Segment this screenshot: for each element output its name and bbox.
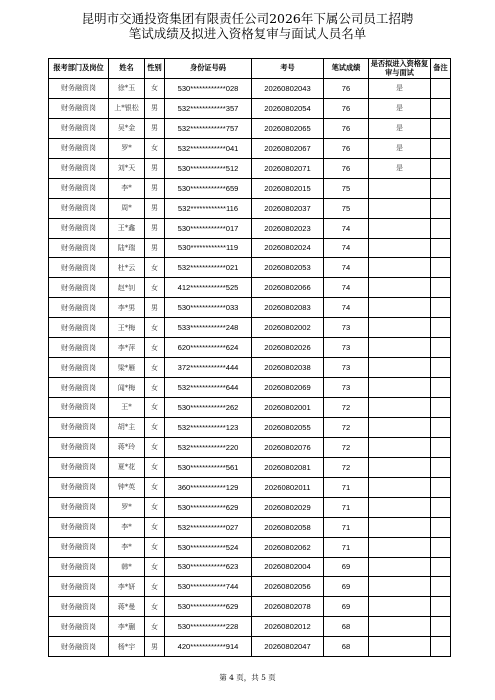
cell-id-number: 532************021 bbox=[165, 258, 252, 278]
cell-name: 李* bbox=[109, 517, 145, 537]
cell-name: 蒋*玲 bbox=[109, 437, 145, 457]
cell-advance bbox=[369, 338, 431, 358]
table-row bbox=[49, 98, 451, 118]
cell-score: 72 bbox=[324, 417, 369, 437]
cell-remarks bbox=[431, 477, 451, 497]
cell-remarks bbox=[431, 597, 451, 617]
table-row bbox=[49, 218, 451, 238]
cell-gender: 男 bbox=[145, 98, 165, 118]
cell-advance: 是 bbox=[369, 118, 431, 138]
cell-name: 蒋*曼 bbox=[109, 597, 145, 617]
cell-advance bbox=[369, 198, 431, 218]
cell-exam-number: 20260802058 bbox=[252, 517, 324, 537]
cell-advance bbox=[369, 318, 431, 338]
cell-exam-number: 20260802054 bbox=[252, 98, 324, 118]
cell-advance bbox=[369, 497, 431, 517]
cell-exam-number: 20260802053 bbox=[252, 258, 324, 278]
cell-department: 财务融资岗 bbox=[49, 437, 109, 457]
cell-department: 财务融资岗 bbox=[49, 617, 109, 637]
header-advance: 是否拟进入资格复审与面试 bbox=[369, 59, 431, 79]
cell-id-number: 532************220 bbox=[165, 437, 252, 457]
cell-gender: 女 bbox=[145, 398, 165, 418]
cell-advance bbox=[369, 378, 431, 398]
cell-exam-number: 20260802065 bbox=[252, 118, 324, 138]
cell-score: 69 bbox=[324, 597, 369, 617]
cell-remarks bbox=[431, 537, 451, 557]
cell-gender: 女 bbox=[145, 477, 165, 497]
cell-advance bbox=[369, 617, 431, 637]
cell-score: 72 bbox=[324, 398, 369, 418]
page-footer: 第 4 页，共 5 页 bbox=[219, 673, 276, 682]
cell-remarks bbox=[431, 358, 451, 378]
cell-department: 财务融资岗 bbox=[49, 198, 109, 218]
cell-remarks bbox=[431, 158, 451, 178]
cell-gender: 女 bbox=[145, 457, 165, 477]
cell-gender: 女 bbox=[145, 557, 165, 577]
document-subtitle: 笔试成绩及拟进入资格复审与面试人员名单 bbox=[128, 26, 367, 41]
cell-name: 梁*雁 bbox=[109, 358, 145, 378]
cell-remarks bbox=[431, 497, 451, 517]
cell-gender: 女 bbox=[145, 617, 165, 637]
cell-advance bbox=[369, 537, 431, 557]
cell-advance: 是 bbox=[369, 138, 431, 158]
cell-name: 王*鑫 bbox=[109, 218, 145, 238]
cell-remarks bbox=[431, 378, 451, 398]
cell-gender: 女 bbox=[145, 517, 165, 537]
cell-score: 69 bbox=[324, 557, 369, 577]
cell-id-number: 532************123 bbox=[165, 417, 252, 437]
cell-remarks bbox=[431, 298, 451, 318]
cell-name: 罗* bbox=[109, 138, 145, 158]
table-row bbox=[49, 617, 451, 637]
cell-name: 赵*钊 bbox=[109, 278, 145, 298]
table-header-row bbox=[49, 59, 451, 79]
cell-id-number: 530************744 bbox=[165, 577, 252, 597]
cell-gender: 女 bbox=[145, 338, 165, 358]
cell-advance: 是 bbox=[369, 158, 431, 178]
cell-id-number: 412************525 bbox=[165, 278, 252, 298]
cell-name: 李* bbox=[109, 537, 145, 557]
table-row bbox=[49, 138, 451, 158]
cell-department: 财务融资岗 bbox=[49, 298, 109, 318]
cell-score: 71 bbox=[324, 537, 369, 557]
cell-exam-number: 20260802011 bbox=[252, 477, 324, 497]
cell-department: 财务融资岗 bbox=[49, 358, 109, 378]
table-row bbox=[49, 79, 451, 99]
cell-name: 吴*金 bbox=[109, 118, 145, 138]
cell-remarks bbox=[431, 338, 451, 358]
cell-score: 72 bbox=[324, 437, 369, 457]
header-gender: 性别 bbox=[145, 59, 165, 79]
cell-score: 74 bbox=[324, 258, 369, 278]
cell-id-number: 532************027 bbox=[165, 517, 252, 537]
cell-id-number: 532************644 bbox=[165, 378, 252, 398]
cell-remarks bbox=[431, 557, 451, 577]
cell-exam-number: 20260802071 bbox=[252, 158, 324, 178]
table-row bbox=[49, 417, 451, 437]
cell-advance bbox=[369, 457, 431, 477]
cell-gender: 女 bbox=[145, 497, 165, 517]
cell-score: 68 bbox=[324, 617, 369, 637]
cell-exam-number: 20260802001 bbox=[252, 398, 324, 418]
cell-gender: 女 bbox=[145, 577, 165, 597]
cell-name: 李*妍 bbox=[109, 577, 145, 597]
cell-advance bbox=[369, 417, 431, 437]
cell-score: 71 bbox=[324, 497, 369, 517]
table-row bbox=[49, 338, 451, 358]
table-row bbox=[49, 537, 451, 557]
cell-id-number: 530************629 bbox=[165, 597, 252, 617]
cell-name: 周* bbox=[109, 198, 145, 218]
cell-name: 胡*主 bbox=[109, 417, 145, 437]
cell-name: 李*男 bbox=[109, 298, 145, 318]
cell-department: 财务融资岗 bbox=[49, 178, 109, 198]
cell-gender: 男 bbox=[145, 178, 165, 198]
cell-gender: 男 bbox=[145, 198, 165, 218]
header-remarks: 备注 bbox=[431, 59, 451, 79]
cell-advance bbox=[369, 437, 431, 457]
cell-score: 74 bbox=[324, 218, 369, 238]
cell-advance bbox=[369, 258, 431, 278]
table-row bbox=[49, 437, 451, 457]
cell-name: 陆*瑞 bbox=[109, 238, 145, 258]
cell-advance bbox=[369, 557, 431, 577]
cell-department: 财务融资岗 bbox=[49, 398, 109, 418]
cell-department: 财务融资岗 bbox=[49, 537, 109, 557]
cell-department: 财务融资岗 bbox=[49, 278, 109, 298]
cell-advance bbox=[369, 238, 431, 258]
cell-department: 财务融资岗 bbox=[49, 118, 109, 138]
cell-id-number: 530************659 bbox=[165, 178, 252, 198]
results-table bbox=[48, 58, 451, 657]
cell-department: 财务融资岗 bbox=[49, 457, 109, 477]
cell-gender: 男 bbox=[145, 118, 165, 138]
cell-exam-number: 20260802076 bbox=[252, 437, 324, 457]
cell-exam-number: 20260802069 bbox=[252, 378, 324, 398]
cell-id-number: 530************028 bbox=[165, 79, 252, 99]
cell-exam-number: 20260802004 bbox=[252, 557, 324, 577]
cell-gender: 男 bbox=[145, 158, 165, 178]
cell-department: 财务融资岗 bbox=[49, 218, 109, 238]
cell-remarks bbox=[431, 238, 451, 258]
table-row bbox=[49, 497, 451, 517]
table-row bbox=[49, 158, 451, 178]
table-body bbox=[49, 79, 451, 657]
cell-name: 王* bbox=[109, 398, 145, 418]
cell-score: 73 bbox=[324, 338, 369, 358]
table-row bbox=[49, 118, 451, 138]
cell-score: 76 bbox=[324, 138, 369, 158]
cell-name: 王*梅 bbox=[109, 318, 145, 338]
cell-id-number: 372************444 bbox=[165, 358, 252, 378]
cell-id-number: 530************228 bbox=[165, 617, 252, 637]
table-row bbox=[49, 457, 451, 477]
cell-department: 财务融资岗 bbox=[49, 577, 109, 597]
header-name: 姓名 bbox=[109, 59, 145, 79]
table-row bbox=[49, 517, 451, 537]
cell-remarks bbox=[431, 617, 451, 637]
table-row bbox=[49, 298, 451, 318]
cell-score: 76 bbox=[324, 98, 369, 118]
cell-advance bbox=[369, 517, 431, 537]
cell-advance bbox=[369, 597, 431, 617]
cell-remarks bbox=[431, 398, 451, 418]
cell-exam-number: 20260802043 bbox=[252, 79, 324, 99]
cell-remarks bbox=[431, 278, 451, 298]
cell-id-number: 360************129 bbox=[165, 477, 252, 497]
table-row bbox=[49, 358, 451, 378]
table-row bbox=[49, 198, 451, 218]
cell-gender: 女 bbox=[145, 278, 165, 298]
cell-remarks bbox=[431, 517, 451, 537]
cell-remarks bbox=[431, 98, 451, 118]
cell-score: 74 bbox=[324, 298, 369, 318]
cell-exam-number: 20260802066 bbox=[252, 278, 324, 298]
cell-exam-number: 20260802078 bbox=[252, 597, 324, 617]
cell-name: 李*蒯 bbox=[109, 617, 145, 637]
cell-id-number: 532************116 bbox=[165, 198, 252, 218]
cell-department: 财务融资岗 bbox=[49, 79, 109, 99]
cell-remarks bbox=[431, 318, 451, 338]
cell-exam-number: 20260802083 bbox=[252, 298, 324, 318]
cell-advance bbox=[369, 178, 431, 198]
header-id-number: 身份证号码 bbox=[165, 59, 252, 79]
cell-name: 刘*天 bbox=[109, 158, 145, 178]
cell-exam-number: 20260802056 bbox=[252, 577, 324, 597]
cell-gender: 女 bbox=[145, 318, 165, 338]
cell-exam-number: 20260802023 bbox=[252, 218, 324, 238]
header-department: 报考部门及岗位 bbox=[49, 59, 109, 79]
cell-name: 杨*宇 bbox=[109, 637, 145, 657]
cell-exam-number: 20260802026 bbox=[252, 338, 324, 358]
cell-id-number: 532************041 bbox=[165, 138, 252, 158]
cell-id-number: 532************757 bbox=[165, 118, 252, 138]
cell-name: 李*萍 bbox=[109, 338, 145, 358]
table-row bbox=[49, 477, 451, 497]
cell-score: 74 bbox=[324, 278, 369, 298]
cell-advance bbox=[369, 577, 431, 597]
cell-name: 上*银松 bbox=[109, 98, 145, 118]
cell-department: 财务融资岗 bbox=[49, 517, 109, 537]
cell-gender: 女 bbox=[145, 597, 165, 617]
cell-score: 76 bbox=[324, 79, 369, 99]
cell-department: 财务融资岗 bbox=[49, 258, 109, 278]
cell-id-number: 530************017 bbox=[165, 218, 252, 238]
cell-exam-number: 20260802055 bbox=[252, 417, 324, 437]
cell-advance bbox=[369, 398, 431, 418]
cell-department: 财务融资岗 bbox=[49, 338, 109, 358]
cell-gender: 男 bbox=[145, 238, 165, 258]
cell-name: 罗* bbox=[109, 497, 145, 517]
cell-name: 夏*花 bbox=[109, 457, 145, 477]
cell-exam-number: 20260802081 bbox=[252, 457, 324, 477]
cell-name: 闻*梅 bbox=[109, 378, 145, 398]
cell-name: 钟*英 bbox=[109, 477, 145, 497]
cell-exam-number: 20260802002 bbox=[252, 318, 324, 338]
cell-exam-number: 20260802038 bbox=[252, 358, 324, 378]
cell-remarks bbox=[431, 118, 451, 138]
cell-advance bbox=[369, 278, 431, 298]
cell-exam-number: 20260802062 bbox=[252, 537, 324, 557]
cell-remarks bbox=[431, 258, 451, 278]
cell-department: 财务融资岗 bbox=[49, 497, 109, 517]
cell-remarks bbox=[431, 577, 451, 597]
cell-department: 财务融资岗 bbox=[49, 417, 109, 437]
table-row bbox=[49, 557, 451, 577]
cell-score: 75 bbox=[324, 178, 369, 198]
cell-score: 76 bbox=[324, 158, 369, 178]
cell-id-number: 420************914 bbox=[165, 637, 252, 657]
cell-name: 韩* bbox=[109, 557, 145, 577]
cell-score: 71 bbox=[324, 517, 369, 537]
cell-remarks bbox=[431, 457, 451, 477]
table-row bbox=[49, 238, 451, 258]
cell-gender: 女 bbox=[145, 437, 165, 457]
cell-score: 72 bbox=[324, 457, 369, 477]
cell-remarks bbox=[431, 138, 451, 158]
cell-name: 徐*玉 bbox=[109, 79, 145, 99]
cell-score: 73 bbox=[324, 378, 369, 398]
cell-remarks bbox=[431, 437, 451, 457]
cell-exam-number: 20260802047 bbox=[252, 637, 324, 657]
cell-exam-number: 20260802067 bbox=[252, 138, 324, 158]
cell-id-number: 530************629 bbox=[165, 497, 252, 517]
cell-id-number: 530************524 bbox=[165, 537, 252, 557]
cell-gender: 男 bbox=[145, 218, 165, 238]
cell-remarks bbox=[431, 218, 451, 238]
cell-exam-number: 20260802012 bbox=[252, 617, 324, 637]
table-row bbox=[49, 597, 451, 617]
cell-exam-number: 20260802029 bbox=[252, 497, 324, 517]
cell-id-number: 533************248 bbox=[165, 318, 252, 338]
cell-id-number: 530************561 bbox=[165, 457, 252, 477]
cell-gender: 男 bbox=[145, 637, 165, 657]
cell-advance bbox=[369, 298, 431, 318]
table-row bbox=[49, 318, 451, 338]
cell-exam-number: 20260802037 bbox=[252, 198, 324, 218]
table-row bbox=[49, 278, 451, 298]
cell-remarks bbox=[431, 79, 451, 99]
cell-name: 李* bbox=[109, 178, 145, 198]
header-score: 笔试成绩 bbox=[324, 59, 369, 79]
cell-id-number: 530************623 bbox=[165, 557, 252, 577]
cell-id-number: 532************357 bbox=[165, 98, 252, 118]
cell-name: 杜*云 bbox=[109, 258, 145, 278]
cell-gender: 女 bbox=[145, 537, 165, 557]
cell-department: 财务融资岗 bbox=[49, 637, 109, 657]
cell-advance bbox=[369, 218, 431, 238]
cell-exam-number: 20260802024 bbox=[252, 238, 324, 258]
cell-gender: 女 bbox=[145, 378, 165, 398]
cell-advance bbox=[369, 637, 431, 657]
cell-department: 财务融资岗 bbox=[49, 557, 109, 577]
cell-score: 73 bbox=[324, 358, 369, 378]
cell-score: 75 bbox=[324, 198, 369, 218]
table-row bbox=[49, 577, 451, 597]
table-row bbox=[49, 637, 451, 657]
cell-department: 财务融资岗 bbox=[49, 597, 109, 617]
cell-remarks bbox=[431, 198, 451, 218]
cell-score: 76 bbox=[324, 118, 369, 138]
cell-gender: 女 bbox=[145, 358, 165, 378]
document-title: 昆明市交通投资集团有限责任公司2026年下属公司员工招聘 bbox=[81, 11, 414, 26]
cell-gender: 男 bbox=[145, 298, 165, 318]
cell-gender: 女 bbox=[145, 79, 165, 99]
cell-id-number: 530************262 bbox=[165, 398, 252, 418]
cell-department: 财务融资岗 bbox=[49, 98, 109, 118]
header-exam-number: 考号 bbox=[252, 59, 324, 79]
cell-advance: 是 bbox=[369, 79, 431, 99]
cell-gender: 女 bbox=[145, 138, 165, 158]
cell-remarks bbox=[431, 417, 451, 437]
cell-remarks bbox=[431, 637, 451, 657]
cell-advance bbox=[369, 477, 431, 497]
cell-score: 68 bbox=[324, 637, 369, 657]
cell-score: 69 bbox=[324, 577, 369, 597]
cell-id-number: 530************512 bbox=[165, 158, 252, 178]
cell-score: 71 bbox=[324, 477, 369, 497]
cell-remarks bbox=[431, 178, 451, 198]
cell-score: 74 bbox=[324, 238, 369, 258]
cell-department: 财务融资岗 bbox=[49, 477, 109, 497]
cell-gender: 女 bbox=[145, 258, 165, 278]
cell-gender: 女 bbox=[145, 417, 165, 437]
cell-department: 财务融资岗 bbox=[49, 158, 109, 178]
cell-department: 财务融资岗 bbox=[49, 138, 109, 158]
table-row bbox=[49, 398, 451, 418]
cell-department: 财务融资岗 bbox=[49, 318, 109, 338]
cell-id-number: 530************119 bbox=[165, 238, 252, 258]
table-row bbox=[49, 378, 451, 398]
cell-exam-number: 20260802015 bbox=[252, 178, 324, 198]
table-row bbox=[49, 258, 451, 278]
cell-id-number: 530************033 bbox=[165, 298, 252, 318]
cell-score: 73 bbox=[324, 318, 369, 338]
cell-id-number: 620************624 bbox=[165, 338, 252, 358]
table-row bbox=[49, 178, 451, 198]
cell-department: 财务融资岗 bbox=[49, 378, 109, 398]
cell-advance: 是 bbox=[369, 98, 431, 118]
cell-department: 财务融资岗 bbox=[49, 238, 109, 258]
cell-advance bbox=[369, 358, 431, 378]
